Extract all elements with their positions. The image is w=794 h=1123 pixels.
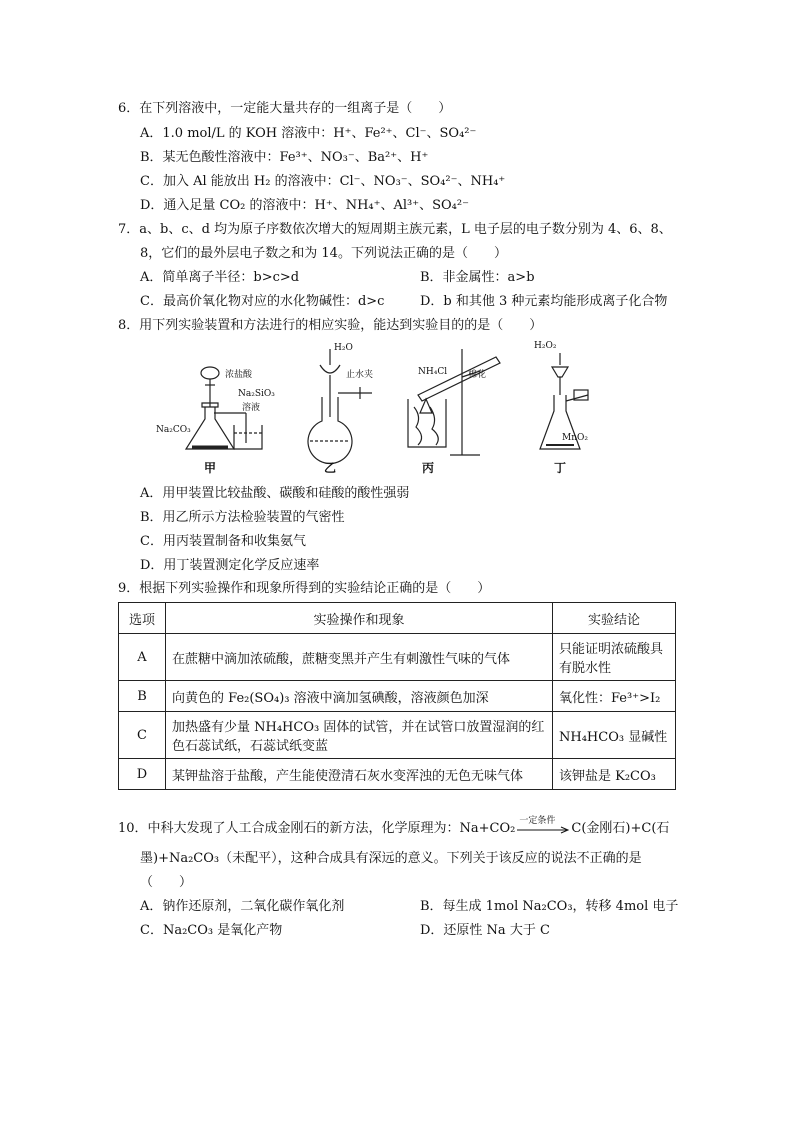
q10-stem-part-a: 10．中科大发现了人工合成金刚石的新方法，化学原理为：Na+CO₂	[118, 821, 516, 836]
row-conclusion: NH₄HCO₃ 显碱性	[553, 712, 676, 759]
q9-stem: 9．根据下列实验操作和现象所得到的实验结论正确的是（ ）	[118, 581, 491, 596]
q8-option-c: C．用丙装置制备和收集氨气	[140, 534, 306, 549]
caption-ding: 丁	[554, 461, 567, 475]
caption-jia: 甲	[204, 461, 217, 475]
label-concentrated-hcl: 浓盐酸	[225, 370, 253, 380]
q8-option-a: A．用甲装置比较盐酸、碳酸和硅酸的酸性强弱	[140, 486, 410, 501]
q9-table	[118, 602, 676, 790]
table-row	[119, 634, 676, 681]
row-operation: 加热盛有少量 NH₄HCO₃ 固体的试管，并在试管口放置湿润的红色石蕊试纸，石蕊试纸变蓝	[166, 712, 553, 759]
row-operation: 向黄色的 Fe₂(SO₄)₃ 溶液中滴加氢碘酸，溶液颜色加深	[166, 681, 553, 712]
q10-option-b: B．每生成 1mol Na₂CO₃，转移 4mol 电子	[420, 899, 679, 914]
q6-option-d: D．通入足量 CO₂ 的溶液中：H⁺、NH₄⁺、Al³⁺、SO₄²⁻	[140, 198, 469, 213]
table-row	[119, 759, 676, 790]
row-operation: 某钾盐溶于盐酸，产生能使澄清石灰水变浑浊的无色无味气体	[166, 759, 553, 790]
caption-yi: 乙	[324, 461, 337, 475]
q7-option-c: C．最高价氧化物对应的水化物碱性：d>c	[140, 294, 385, 309]
header-conclusion: 实验结论	[553, 603, 676, 634]
q8-option-b: B．用乙所示方法检验装置的气密性	[140, 510, 345, 525]
q10-option-c: C．Na₂CO₃ 是氧化产物	[140, 923, 283, 938]
label-cotton: 棉花	[468, 370, 487, 380]
q10-stem-line3: （ ）	[140, 875, 193, 890]
q8-option-d: D．用丁装置测定化学反应速率	[140, 558, 320, 573]
header-option: 选项	[119, 603, 166, 634]
q7-stem-line2: 8，它们的最外层电子数之和为 14。下列说法正确的是（ ）	[140, 246, 507, 261]
row-conclusion: 该钾盐是 K₂CO₃	[553, 759, 676, 790]
row-option: C	[119, 712, 166, 759]
table-row	[119, 712, 676, 759]
row-option: B	[119, 681, 166, 712]
q10-option-d: D．还原性 Na 大于 C	[420, 923, 550, 938]
table-row	[119, 681, 676, 712]
q8-stem: 8．用下列实验装置和方法进行的相应实验，能达到实验目的的是（ ）	[118, 318, 543, 333]
label-na2co3: Na₂CO₃	[156, 425, 191, 435]
q6-option-c: C．加入 Al 能放出 H₂ 的溶液中：Cl⁻、NO₃⁻、SO₄²⁻、NH₄⁺	[140, 174, 506, 189]
apparatus-bing	[408, 349, 500, 455]
table-header-row	[119, 603, 676, 634]
q10-stem-part-b: C(金刚石)+C(石	[571, 821, 670, 836]
q6-option-a: A．1.0 mol/L 的 KOH 溶液中：H⁺、Fe²⁺、Cl⁻、SO₄²⁻	[140, 126, 477, 141]
label-h2o2: H₂O₂	[534, 341, 557, 351]
q7-stem-line1: 7．a、b、c、d 均为原子序数依次增大的短周期主族元素，L 电子层的电子数分别为 4、6、8、	[118, 222, 672, 237]
label-stop-clamp: 止水夹	[346, 370, 374, 380]
q10-stem-line1	[118, 816, 670, 838]
label-h2o: H₂O	[334, 343, 353, 353]
reaction-arrow	[515, 816, 571, 838]
apparatus-drawing	[150, 337, 590, 477]
label-na2sio3: Na₂SiO₃	[238, 389, 275, 399]
q7-option-a: A．简单离子半径：b>c>d	[140, 270, 300, 285]
row-conclusion: 只能证明浓硫酸具有脱水性	[553, 634, 676, 681]
label-nh4cl: NH₄Cl	[418, 367, 448, 377]
q6-option-b: B．某无色酸性溶液中：Fe³⁺、NO₃⁻、Ba²⁺、H⁺	[140, 150, 429, 165]
arrow-icon	[515, 820, 571, 838]
reaction-condition: 一定条件	[519, 816, 556, 826]
q6-stem: 6．在下列溶液中，一定能大量共存的一组离子是（ ）	[118, 101, 452, 116]
q10-stem-line2: 墨)+Na₂CO₃（未配平），这种合成具有深远的意义。下列关于该反应的说法不正确的是	[140, 851, 642, 866]
label-mno2: MnO₂	[562, 433, 588, 443]
row-operation: 在蔗糖中滴加浓硫酸，蔗糖变黑并产生有刺激性气味的气体	[166, 634, 553, 681]
row-conclusion: 氧化性：Fe³⁺>I₂	[553, 681, 676, 712]
label-solution: 溶液	[242, 403, 261, 413]
q10-option-a: A．钠作还原剂，二氧化碳作氧化剂	[140, 899, 345, 914]
caption-bing: 丙	[422, 461, 435, 475]
q8-apparatus-figure	[150, 337, 590, 477]
header-operation: 实验操作和现象	[166, 603, 553, 634]
row-option: D	[119, 759, 166, 790]
q7-option-b: B．非金属性：a>b	[420, 270, 535, 285]
q7-option-d: D．b 和其他 3 种元素均能形成离子化合物	[420, 294, 668, 309]
row-option: A	[119, 634, 166, 681]
